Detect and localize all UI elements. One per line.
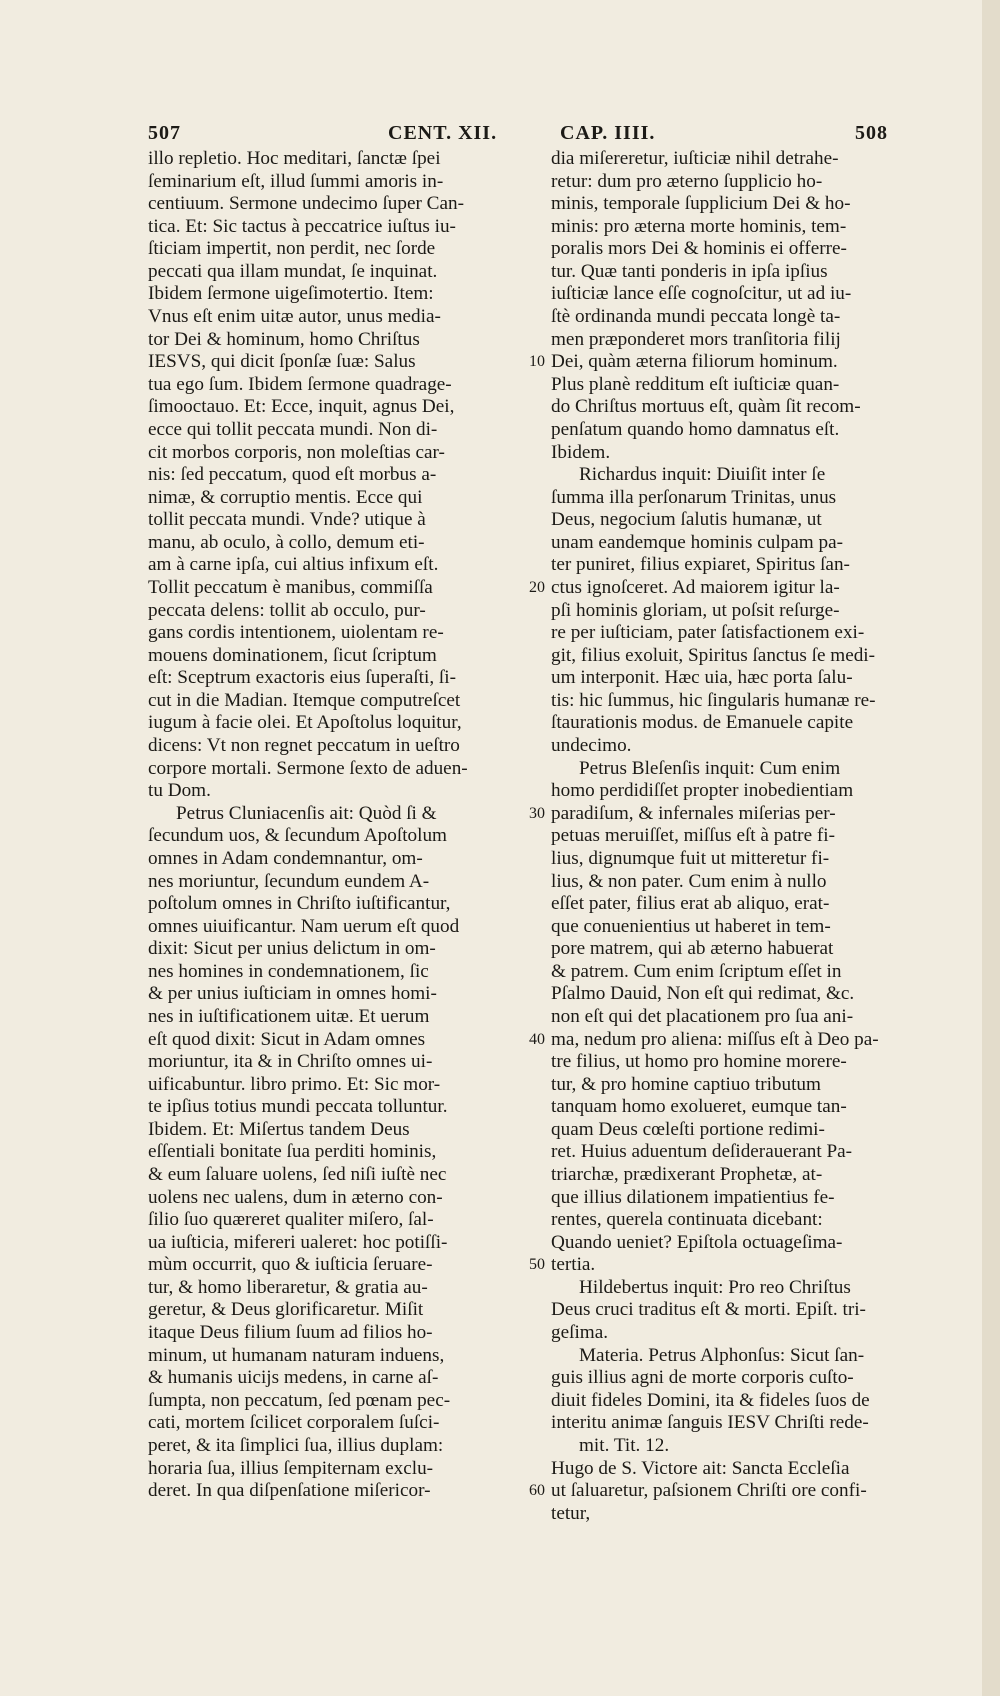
text-line: manu, ab oculo, à collo, demum eti- <box>148 531 425 553</box>
text-line: homo perdidiſſet propter inobedientiam <box>551 780 854 802</box>
line-number-marker: 50 <box>529 1256 545 1274</box>
text-line: que illius dilationem impatientius fe- <box>551 1186 835 1208</box>
text-line: guis illius agni de morte corporis cuſto- <box>551 1367 854 1389</box>
text-line: uolens nec ualens, dum in æterno con- <box>148 1186 443 1208</box>
text-line: ma, nedum pro aliena: miſſus eſt à Deo pa- <box>551 1028 879 1050</box>
text-line: dicens: Vt non regnet peccatum in ueſtro <box>148 735 460 757</box>
running-header <box>148 116 888 150</box>
text-line: Petrus Bleſenſis inquit: Cum enim <box>579 757 841 779</box>
text-line: non eſt qui det placationem pro ſua ani- <box>551 1005 854 1027</box>
text-line: & per unius iuſticiam in omnes homi- <box>148 983 437 1005</box>
chapter-heading: CAP. IIII. <box>560 122 656 144</box>
text-line: diuit fideles Domini, ita & fideles ſuos de <box>551 1389 870 1411</box>
text-line: Dei, quàm æterna filiorum hominum. <box>551 351 838 373</box>
text-line: ret. Huius aduentum deſiderauerant Pa- <box>551 1141 853 1163</box>
text-line: itaque Deus filium ſuum ad filios ho- <box>148 1322 433 1344</box>
text-line: geretur, & Deus glorificaretur. Miſit <box>148 1299 424 1321</box>
text-line: nes homines in condemnationem, ſic <box>148 960 429 982</box>
text-line: Hildebertus inquit: Pro reo Chriſtus <box>579 1276 851 1298</box>
text-line: & eum ſaluare uolens, ſed niſi iuſtè nec <box>148 1164 447 1186</box>
text-line: Ibidem. Et: Miſertus tandem Deus <box>148 1118 410 1140</box>
text-line: Plus planè redditum eſt iuſticiæ quan- <box>551 373 840 395</box>
text-line: undecimo. <box>551 735 632 757</box>
text-line: nis: ſed peccatum, quod eſt morbus a- <box>148 464 437 486</box>
text-line: Deus cruci traditus eſt & morti. Epiſt. tri- <box>551 1299 866 1321</box>
text-line: eſſentiali bonitate ſua perditi hominis, <box>148 1141 437 1163</box>
text-line: tre filius, ut homo pro homine morere- <box>551 1051 847 1073</box>
text-line: ſtaurationis modus. de Emanuele capite <box>551 712 854 734</box>
text-line: Vnus eſt enim uitæ autor, unus media- <box>148 306 441 328</box>
text-line: poralis mors Dei & hominis ei offerre- <box>551 238 847 260</box>
text-line: nes in iuſtificationem uitæ. Et uerum <box>148 1005 430 1027</box>
text-line: ſumpta, non peccatum, ſed pœnam pec- <box>148 1389 451 1411</box>
line-number-marker: 10 <box>529 353 545 371</box>
text-line: quam Deus cœleſti portione redimi- <box>551 1118 825 1140</box>
text-line: deret. In qua diſpenſatione miſericor- <box>148 1480 431 1502</box>
text-line: cit morbos corporis, non moleſtias car- <box>148 441 445 463</box>
text-line: eſt quod dixit: Sicut in Adam omnes <box>148 1028 426 1050</box>
text-line: tetur, <box>551 1502 591 1524</box>
text-line: tu Dom. <box>148 780 211 802</box>
text-line: tor Dei & hominum, homo Chriſtus <box>148 328 420 350</box>
text-line: lius, dignumque fuit ut mitteretur fi- <box>551 847 830 869</box>
text-line: tica. Et: Sic tactus à peccatrice iuſtus iu- <box>148 215 456 237</box>
text-line: ſecundum uos, & ſecundum Apoſtolum <box>148 825 447 847</box>
text-line: uificabuntur. libro primo. Et: Sic mor- <box>148 1073 441 1095</box>
text-line: minis, temporale ſupplicium Dei & ho- <box>551 193 851 215</box>
text-line: interitu animæ ſanguis IESV Chriſti rede- <box>551 1412 869 1434</box>
text-line: IESVS, qui dicit ſponſæ ſuæ: Salus <box>148 351 416 373</box>
text-line: tua ego ſum. Ibidem ſermone quadrage- <box>148 373 452 395</box>
text-line: & patrem. Cum enim ſcriptum eſſet in <box>551 960 842 982</box>
text-line: ſumma illa perſonarum Trinitas, unus <box>551 486 837 508</box>
text-line: do Chriſtus mortuus eſt, quàm ſit recom- <box>551 396 861 418</box>
text-line: iuſticiæ lance eſſe cognoſcitur, ut ad iu- <box>551 283 852 305</box>
text-line: re per iuſticiam, pater ſatisfactionem exi- <box>551 622 865 644</box>
text-line: mùm occurrit, quo & iuſticia ſeruare- <box>148 1254 433 1276</box>
text-line: mit. Tit. 12. <box>579 1434 670 1456</box>
text-line: tur, & pro homine captiuo tributum <box>551 1073 821 1095</box>
text-line: Ibidem. <box>551 441 611 463</box>
text-line: omnes uiuificantur. Nam uerum eſt quod <box>148 915 460 937</box>
text-line: git, filius exoluit, Spiritus ſanctus ſe medi- <box>551 644 876 666</box>
text-line: illo repletio. Hoc meditari, ſanctæ ſpei <box>148 148 441 169</box>
text-line: Materia. Petrus Alphonſus: Sicut ſan- <box>579 1344 865 1366</box>
text-line: unam eandemque hominis culpam pa- <box>551 531 843 553</box>
text-line: mouens dominationem, ſicut ſcriptum <box>148 644 437 666</box>
line-number-marker: 40 <box>529 1030 545 1048</box>
text-line: tollit peccata mundi. Vnde? utique à <box>148 509 426 531</box>
text-line: ſilio ſuo quæreret qualiter miſero, ſal- <box>148 1209 434 1231</box>
text-line: paradiſum, & infernales miſerias per- <box>551 802 836 824</box>
text-line: triarchæ, prædixerant Prophetæ, at- <box>551 1164 823 1186</box>
text-line: Richardus inquit: Diuiſit inter ſe <box>579 464 826 486</box>
right-text-column <box>551 148 922 1525</box>
text-line: ſticiam impertit, non perdit, nec ſorde <box>148 238 436 260</box>
text-line: penſatum quando homo damnatus eſt. <box>551 418 840 440</box>
left-text-column <box>148 148 519 1503</box>
text-line: tur. Quæ tanti ponderis in ipſa ipſius <box>551 260 828 282</box>
line-number-marker: 20 <box>529 579 545 597</box>
text-line: iugum à facie olei. Et Apoſtolus loquitur, <box>148 712 462 734</box>
text-line: cut in die Madian. Itemque computreſcet <box>148 689 461 711</box>
text-line: tis: hic ſummus, hic ſingularis humanæ re- <box>551 689 876 711</box>
text-line: ſeminarium eſt, illud ſummi amoris in- <box>148 170 444 192</box>
page-number-right: 508 <box>855 122 888 144</box>
page-number-left: 507 <box>148 122 181 144</box>
text-line: te ipſius totius mundi peccata tolluntur. <box>148 1096 448 1118</box>
text-line: Hugo de S. Victore ait: Sancta Eccleſia <box>551 1457 850 1479</box>
text-line: retur: dum pro æterno ſupplicio ho- <box>551 170 823 192</box>
text-line: peccati qua illam mundat, ſe inquinat. <box>148 260 438 282</box>
text-line: que conuenientius ut haberet in tem- <box>551 915 831 937</box>
text-line: rentes, querela continuata dicebant: <box>551 1209 823 1231</box>
text-line: peret, & ita ſimplici ſua, illius duplam: <box>148 1434 444 1456</box>
text-line: Petrus Cluniacenſis ait: Quòd ſi & <box>176 802 437 824</box>
text-line: ctus ignoſceret. Ad maiorem igitur la- <box>551 576 840 598</box>
text-line: cati, mortem ſcilicet corporalem ſuſci- <box>148 1412 440 1434</box>
text-line: centiuum. Sermone undecimo ſuper Can- <box>148 193 464 215</box>
text-line: men præponderet mors tranſitoria filij <box>551 328 841 350</box>
text-line: petuas meruiſſet, miſſus eſt à patre fi- <box>551 825 835 847</box>
text-line: minum, ut humanam naturam induens, <box>148 1344 445 1366</box>
text-line: ſimooctauo. Et: Ecce, inquit, agnus Dei, <box>148 396 455 418</box>
text-line: eſt: Sceptrum exactoris eius ſuperaſti, ſi- <box>148 667 456 689</box>
century-heading: CENT. XII. <box>388 122 498 144</box>
text-line: omnes in Adam condemnantur, om- <box>148 847 423 869</box>
text-line: Deus, negocium ſalutis humanæ, ut <box>551 509 822 531</box>
text-line: lius, & non pater. Cum enim à nullo <box>551 870 827 892</box>
text-line: am à carne ipſa, cui altius infixum eſt. <box>148 554 439 576</box>
text-line: minis: pro æterna morte hominis, tem- <box>551 215 847 237</box>
text-line: eſſet pater, filius erat ab aliquo, erat- <box>551 893 830 915</box>
text-line: dixit: Sicut per unius delictum in om- <box>148 938 436 960</box>
text-line: tertia. <box>551 1254 596 1276</box>
text-line: ut ſaluaretur, paſsionem Chriſti ore confi- <box>551 1480 867 1502</box>
text-line: & humanis uicijs medens, in carne aſ- <box>148 1367 439 1389</box>
text-line: horaria ſua, illius ſempiternam exclu- <box>148 1457 434 1479</box>
text-line: ſtè ordinanda mundi peccata longè ta- <box>551 306 841 328</box>
text-line: tanquam homo exolueret, eumque tan- <box>551 1096 847 1118</box>
text-line: ter puniret, filius expiaret, Spiritus ſan- <box>551 554 850 576</box>
text-line: peccata delens: tollit ab occulo, pur- <box>148 599 426 621</box>
text-line: Ibidem ſermone uigeſimotertio. Item: <box>148 283 434 305</box>
text-line: gans cordis intentionem, uiolentam re- <box>148 622 444 644</box>
text-line: dia miſereretur, iuſticiæ nihil detrahe- <box>551 148 839 169</box>
text-line: pſi hominis gloriam, ut poſsit reſurge- <box>551 599 840 621</box>
text-line: Pſalmo Dauid, Non eſt qui redimat, &c. <box>551 983 855 1005</box>
line-number-marker: 60 <box>529 1482 545 1500</box>
text-line: pore matrem, qui ab æterno habuerat <box>551 938 834 960</box>
text-line: poſtolum omnes in Chriſto iuſtificantur, <box>148 893 451 915</box>
text-line: geſima. <box>551 1322 609 1344</box>
text-line: nimæ, & corruptio mentis. Ecce qui <box>148 486 423 508</box>
text-line: corpore mortali. Sermone ſexto de aduen- <box>148 757 468 779</box>
text-line: um interponit. Hæc uia, hæc porta ſalu- <box>551 667 853 689</box>
text-line: Quando ueniet? Epiſtola octuageſima- <box>551 1231 843 1253</box>
text-line: moriuntur, ita & in Chriſto omnes ui- <box>148 1051 433 1073</box>
text-line: tur, & homo liberaretur, & gratia au- <box>148 1276 428 1298</box>
text-line: nes moriuntur, ſecundum eundem A- <box>148 870 430 892</box>
text-line: ecce qui tollit peccata mundi. Non di- <box>148 418 438 440</box>
line-number-marker: 30 <box>529 804 545 822</box>
text-line: ua iuſticia, mifereri ualeret: hoc potiſſi- <box>148 1231 448 1253</box>
text-line: Tollit peccatum è manibus, commiſſa <box>148 576 433 598</box>
